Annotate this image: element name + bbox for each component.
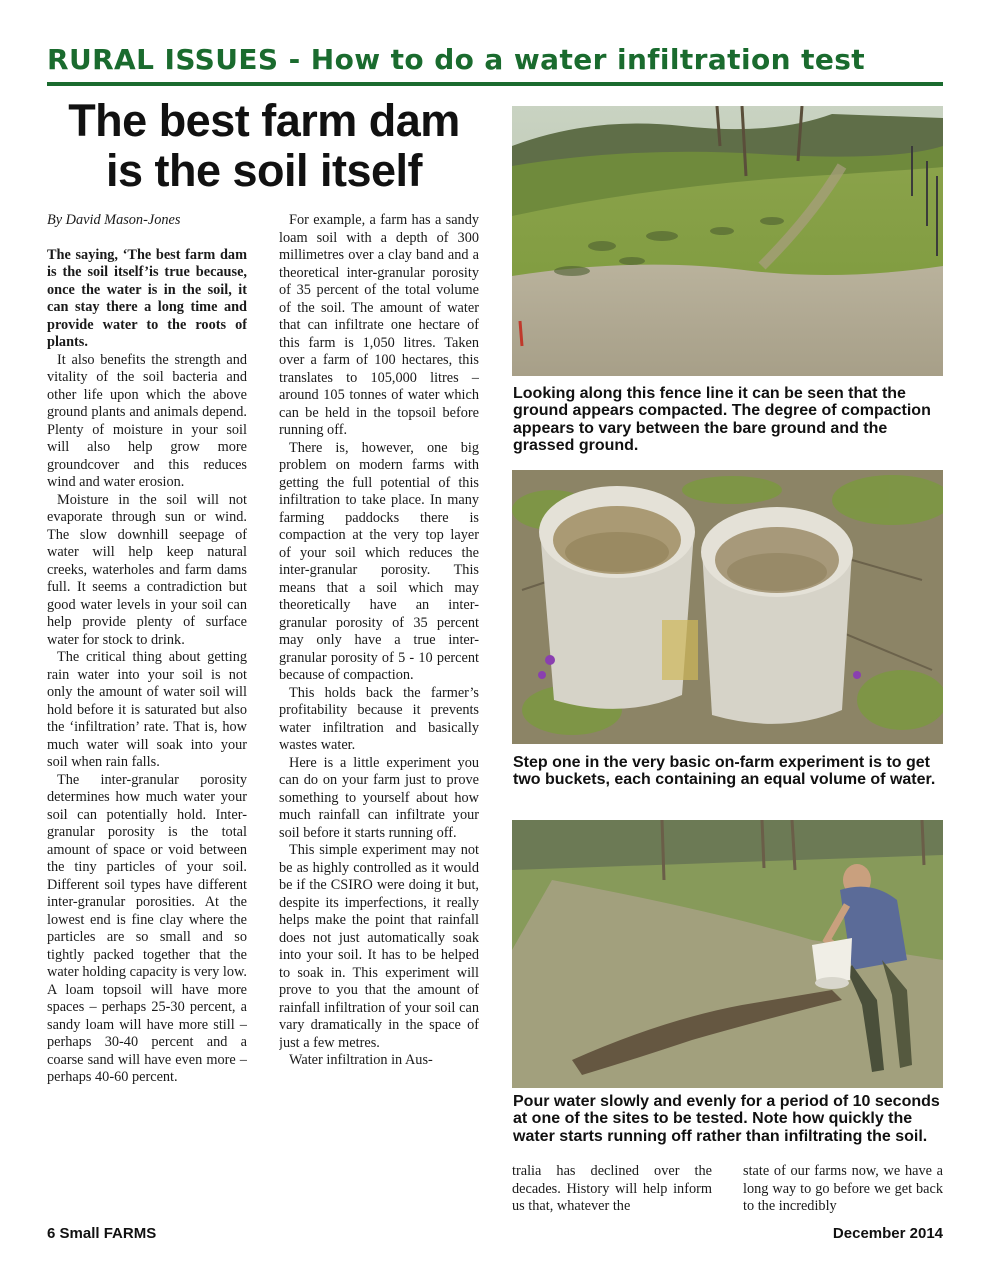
section-header: RURAL ISSUES - How to do a water infiltration test [47, 43, 866, 76]
caption-fence-line: Looking along this fence line it can be seen that the ground appears compacted. The degree of compaction appears to vary between the bare ground and the grassed ground. [513, 385, 931, 455]
paragraph: The inter-granular porosity determines how much water your soil can potentially hold. Inter-granular porosity is the total amount of space or void between the tiny particles of your soil. Different soil types have different inter-granular porosities. At the lowest end is fine clay where the particles are so small and so tightly packed together that the water holding capacity is very low. A loam topsoil will have more spaces – perhaps 25-30 percent, a sandy loam will have more still – perhaps 30-40 percent and a coarse sand will have even more – perhaps 40-60 percent. [47, 771, 247, 1085]
paragraph: Moisture in the soil will not evaporate through sun or wind. The slow downhill seepage of water will help keep natural creeks, waterholes and farm dams full. It seems a contradiction but good water levels in your soil can help provide plenty of surface water for stock to drink. [47, 491, 247, 648]
article-column-3 [512, 1163, 712, 1216]
article-column-4 [743, 1163, 943, 1216]
paragraph: It also benefits the strength and vitality of the soil bacteria and other life upon which the above ground plants and animals depend. Plenty of moisture in your soil will also help grow more groundcover and this reduces wind and water erosion. [47, 351, 247, 490]
paragraph: Water infiltration in Aus- [289, 1052, 433, 1068]
intro-paragraph: The saying, ‘The best farm dam is the soil itself’is true because, once the water is in the soil, it can stay there a long time and provide water to the roots of plants. [47, 246, 247, 350]
article-column-2 [279, 212, 479, 1217]
photo-fence-line [512, 106, 943, 376]
caption-pouring-water: Pour water slowly and evenly for a period of 10 seconds at one of the sites to be tested. Note how quickly the water starts running off rather than infiltrating the soil. [513, 1093, 940, 1145]
headline-line-1: The best farm dam [68, 95, 460, 146]
photo-two-buckets [512, 470, 943, 744]
caption-two-buckets: Step one in the very basic on-farm experiment is to get two buckets, each containing an equal volume of water. [513, 754, 936, 789]
headline-line-2: is the soil itself [105, 145, 423, 196]
photo-pouring-water [512, 820, 943, 1088]
header-rule [47, 82, 943, 86]
byline: By David Mason-Jones [47, 212, 181, 228]
page-number-footer: 6 Small FARMS [47, 1225, 157, 1242]
paragraph: This holds back the farmer’s profitability because it prevents water infiltration and basically wastes water. [279, 684, 479, 753]
headline [47, 96, 481, 196]
paragraph: This simple experiment may not be as highly controlled as it would be if the CSIRO were doing it but, despite its imperfections, it really helps make the point that rainfall does not just automatically soak into your soil. It has to be helped to soak in. This experiment will prove to you that the amount of rainfall infiltration of your soil can vary dramatically in the space of just a few metres. [279, 842, 479, 1051]
paragraph: For example, a farm has a sandy loam soil with a depth of 300 millimetres over a clay band and a theoretical inter-granular porosity of 35 percent of the total volume of the soil. The amount of water that can infiltrate one hectare of this farm is 1,050 litres. Taken over a farm of 100 hectares, this translates to 105,000 litres – around 105 tonnes of water which can be held in the topsoil before running off. [279, 212, 479, 438]
issue-date-footer: December 2014 [832, 1225, 943, 1242]
paragraph: There is, however, one big problem on modern farms with getting the full potential of this infiltration to take place. In many farming paddocks there is compaction at the very top layer of your soil which reduces the inter-granular porosity. This means that a soil which may theoretically have an inter-granular porosity of 35 percent may only have a true inter-granular porosity of 5 - 10 percent because of compaction. [279, 439, 479, 683]
article-column-1 [47, 212, 247, 1217]
paragraph: Here is a little experiment you can do on your farm just to prove something to yourself about how much rainfall can infiltrate your soil before it starts running off. [279, 754, 479, 841]
paragraph: state of our farms now, we have a long way to go before we get back to the incredibly [743, 1163, 943, 1214]
paragraph: The critical thing about getting rain water into your soil is not only the amount of water soil will hold before it is saturated but also the ‘infiltration’ rate. That is, how much water will soak into your soil when rain falls. [47, 649, 247, 770]
paragraph: tralia has declined over the decades. History will help inform us that, whatever the [512, 1163, 712, 1214]
